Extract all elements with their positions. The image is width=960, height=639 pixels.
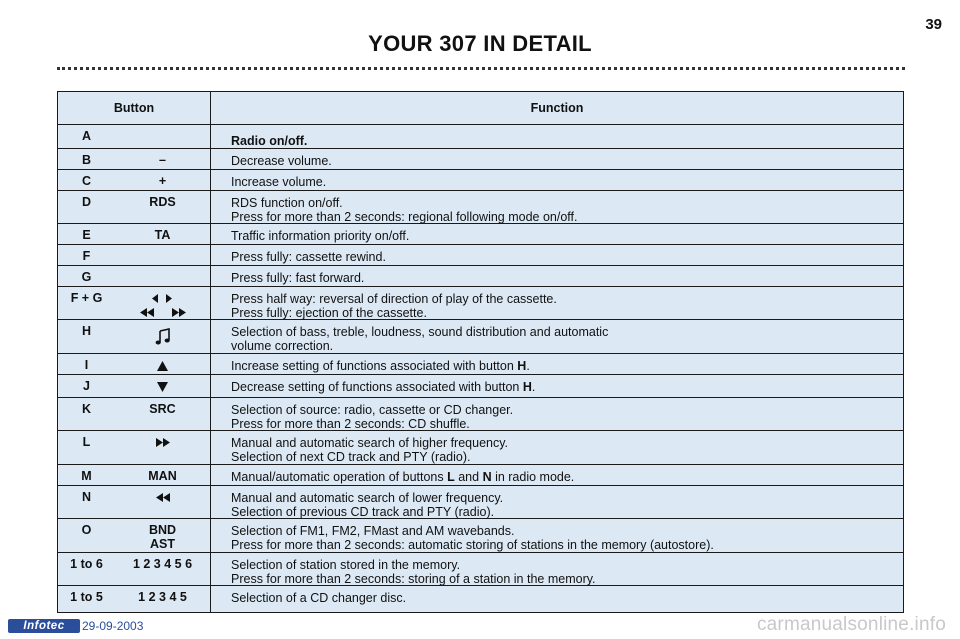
- button-symbol: [115, 266, 211, 286]
- table-row: [58, 149, 903, 170]
- button-key: H: [81, 324, 92, 338]
- button-key: J: [83, 379, 90, 393]
- button-symbol: [115, 431, 211, 464]
- button-key: G: [81, 270, 92, 284]
- button-key: 1 to 5: [70, 590, 103, 604]
- button-key: C: [81, 174, 92, 188]
- button-symbol: [115, 245, 211, 265]
- rewind-icon: [156, 490, 170, 504]
- table-row: [58, 398, 903, 431]
- button-key: I: [84, 358, 89, 372]
- table-row: [58, 465, 903, 486]
- button-key: E: [82, 228, 91, 242]
- music-note-icon: [155, 329, 171, 343]
- table-row: [58, 586, 903, 612]
- table-header: [58, 92, 903, 125]
- button-key: L: [82, 435, 91, 449]
- footer-date: 29-09-2003: [82, 619, 144, 633]
- button-key: A: [81, 129, 92, 143]
- triangle-down-icon: [157, 379, 168, 393]
- table-row: [58, 519, 903, 553]
- table-row: [58, 486, 903, 519]
- watermark: carmanualsonline.info: [756, 614, 946, 635]
- table-row: [58, 354, 903, 375]
- button-key: B: [81, 153, 92, 167]
- table-row: [58, 375, 903, 398]
- function-description: Selection of FM1, FM2, FMast and AM wavebands. Press for more than 2 seconds: automatic storing of stations in the memory (autostore).: [231, 524, 714, 552]
- table-row: [58, 553, 903, 586]
- button-symbol: MAN: [115, 465, 211, 485]
- button-symbol: BND AST: [115, 519, 211, 552]
- button-key: F + G: [70, 291, 103, 305]
- function-description: Radio on/off.: [231, 134, 308, 148]
- function-description: Decrease volume.: [231, 154, 332, 168]
- button-key: M: [81, 469, 92, 483]
- button-symbol: 1 2 3 4 5 6: [115, 553, 211, 585]
- triangle-up-icon: [157, 358, 168, 372]
- button-symbol: [115, 287, 211, 319]
- table-row: [58, 191, 903, 224]
- function-description: Manual and automatic search of lower frequency. Selection of previous CD track and PTY (radio).: [231, 491, 504, 519]
- table-row: [58, 320, 903, 354]
- infotec-logo: Infotec: [8, 619, 80, 633]
- button-symbol: [115, 125, 211, 148]
- function-description: Press half way: reversal of direction of play of the cassette. Press fully: ejection of the cassette.: [231, 292, 557, 320]
- table-row: [58, 170, 903, 191]
- table-row: [58, 245, 903, 266]
- button-symbol: 1 2 3 4 5: [115, 586, 211, 612]
- function-description: Selection of a CD changer disc.: [231, 591, 407, 605]
- function-description: Selection of bass, treble, loudness, sound distribution and automatic volume correction.: [231, 325, 609, 353]
- button-symbol: SRC: [115, 398, 211, 430]
- header-button: Button: [58, 92, 211, 124]
- function-description: RDS function on/off. Press for more than 2 seconds: regional following mode on/off.: [231, 196, 578, 224]
- header-function: Function: [530, 101, 584, 115]
- fast-forward-icon: [156, 435, 170, 449]
- function-description: Selection of source: radio, cassette or CD changer. Press for more than 2 seconds: CD shuffle.: [231, 403, 514, 431]
- page-title: YOUR 307 IN DETAIL: [368, 31, 592, 56]
- function-description: Selection of station stored in the memory. Press for more than 2 seconds: storing of a station in the memory.: [231, 558, 596, 586]
- button-key: 1 to 6: [70, 557, 103, 571]
- button-symbol: RDS: [115, 191, 211, 223]
- function-description: Traffic information priority on/off.: [231, 229, 410, 243]
- button-key: N: [81, 490, 92, 504]
- button-symbol: [115, 375, 211, 397]
- button-key: D: [81, 195, 92, 209]
- button-symbol: [115, 320, 211, 353]
- function-description: Manual/automatic operation of buttons L and N in radio mode.: [231, 470, 575, 484]
- table-row: [58, 287, 903, 320]
- function-description: Increase setting of functions associated with button H.: [231, 359, 530, 373]
- page-number: 39: [925, 16, 942, 33]
- button-key: K: [81, 402, 92, 416]
- function-description: Manual and automatic search of higher frequency. Selection of next CD track and PTY (radio).: [231, 436, 509, 464]
- table-row: [58, 431, 903, 465]
- table-row: [58, 224, 903, 245]
- reverse-eject-icon: [115, 291, 210, 305]
- function-description: Press fully: fast forward.: [231, 271, 365, 285]
- function-description: Press fully: cassette rewind.: [231, 250, 386, 264]
- button-symbol: –: [115, 149, 211, 169]
- button-symbol: TA: [115, 224, 211, 244]
- function-description: Increase volume.: [231, 175, 327, 189]
- table-row: [58, 125, 903, 149]
- button-key: O: [81, 523, 92, 537]
- button-symbol: +: [115, 170, 211, 190]
- function-description: Decrease setting of functions associated with button H.: [231, 380, 536, 394]
- rewind-ff-icon: [115, 305, 210, 319]
- dotted-rule: [57, 67, 905, 70]
- button-symbol: [115, 354, 211, 374]
- table-row: [58, 266, 903, 287]
- button-key: F: [82, 249, 91, 263]
- button-symbol: [115, 486, 211, 518]
- button-function-table: [57, 91, 904, 613]
